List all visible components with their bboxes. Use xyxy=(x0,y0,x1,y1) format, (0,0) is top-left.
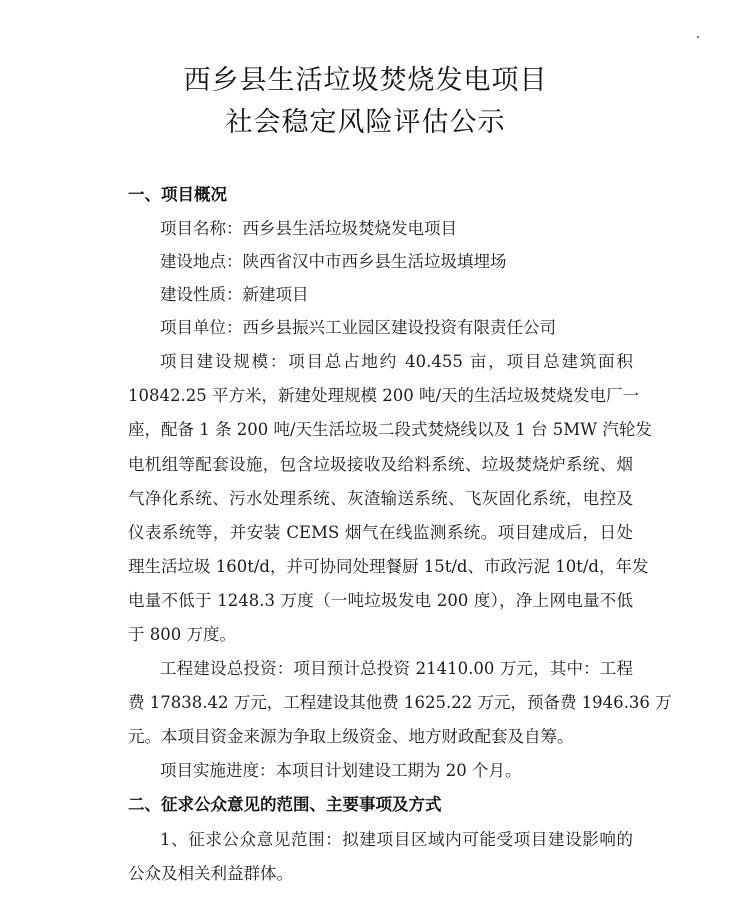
paragraph-line: 理生活垃圾 160t/d，并可协同处理餐厨 15t/d、市政污泥 10t/d，年发 xyxy=(128,557,649,576)
field-project-name: 项目名称：西乡县生活垃圾焚烧发电项目 xyxy=(160,219,457,238)
field-nature: 建设性质：新建项目 xyxy=(160,285,309,304)
field-unit: 项目单位：西乡县振兴工业园区建设投资有限责任公司 xyxy=(160,318,556,337)
paragraph-line: 公众及相关利益群体。 xyxy=(128,864,293,883)
document-subtitle: 社会稳定风险评估公示 xyxy=(225,107,506,138)
section-heading-overview: 一、项目概况 xyxy=(128,185,227,204)
field-schedule: 项目实施进度：本项目计划建设工期为 20 个月。 xyxy=(160,761,522,780)
paragraph-line: 工程建设总投资：项目预计总投资 21410.00 万元，其中：工程 xyxy=(160,659,633,678)
field-location: 建设地点：陕西省汉中市西乡县生活垃圾填埋场 xyxy=(160,252,507,271)
paragraph-line: 项目建设规模：项目总占地约 40.455 亩，项目总建筑面积 xyxy=(160,352,633,371)
paragraph-line: 座，配备 1 条 200 吨/天生活垃圾二段式焚烧线以及 1 台 5MW 汽轮发 xyxy=(128,420,652,439)
paragraph-line: 电量不低于 1248.3 万度（一吨垃圾发电 200 度），净上网电量不低 xyxy=(128,591,633,610)
paragraph-line: 气净化系统、污水处理系统、灰渣输送系统、飞灰固化系统，电控及 xyxy=(128,489,633,508)
paragraph-line: 于 800 万度。 xyxy=(128,625,236,644)
paragraph-line: 10842.25 平方米，新建处理规模 200 吨/天的生活垃圾焚烧发电厂一 xyxy=(128,386,640,405)
section-heading-public-opinion: 二、征求公众意见的范围、主要事项及方式 xyxy=(128,795,442,814)
paragraph-line: 费 17838.42 万元，工程建设其他费 1625.22 万元，预备费 1946.36 万 xyxy=(128,693,672,712)
paragraph-line: 仪表系统等，并安装 CEMS 烟气在线监测系统。项目建成后，日处 xyxy=(128,523,633,542)
scan-speck xyxy=(697,36,699,38)
paragraph-line: 元。本项目资金来源为争取上级资金、地方财政配套及自筹。 xyxy=(128,727,574,746)
document-title: 西乡县生活垃圾焚烧发电项目 xyxy=(183,65,548,96)
paragraph-line: 电机组等配套设施，包含垃圾接收及给料系统、垃圾焚烧炉系统、烟 xyxy=(128,455,633,474)
paragraph-line: 1、征求公众意见范围：拟建项目区域内可能受项目建设影响的 xyxy=(160,830,633,849)
